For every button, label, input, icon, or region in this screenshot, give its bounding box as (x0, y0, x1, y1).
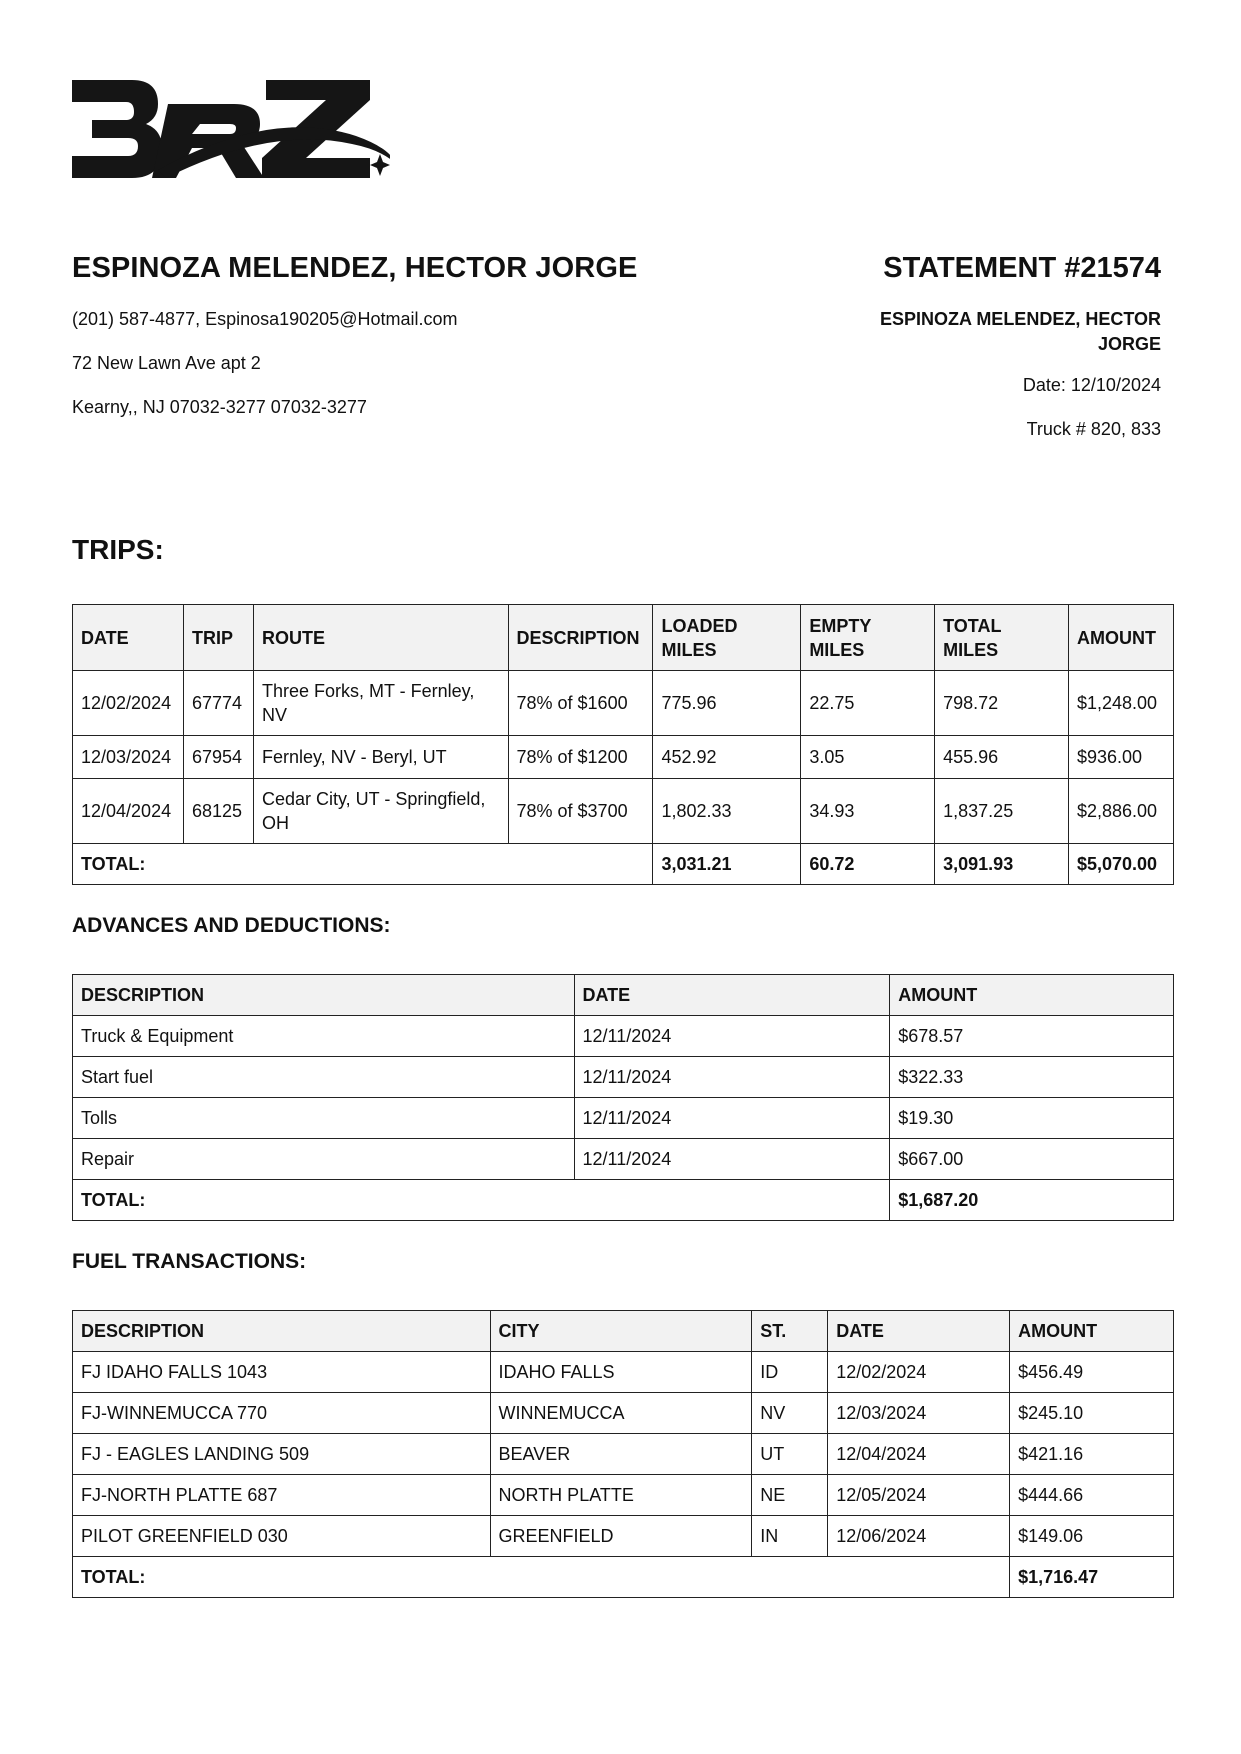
cell: GREENFIELD (490, 1516, 752, 1557)
col-header: LOADED MILES (653, 605, 801, 671)
cell: 12/11/2024 (574, 1016, 890, 1057)
cell: $149.06 (1010, 1516, 1174, 1557)
cell: 67954 (183, 736, 253, 779)
total-loaded-miles: 3,031.21 (653, 844, 801, 885)
table-row (73, 1016, 1174, 1057)
cell: $936.00 (1068, 736, 1173, 779)
cell: $444.66 (1010, 1475, 1174, 1516)
cell: 34.93 (801, 779, 935, 844)
table-header-row (73, 605, 1174, 671)
col-header: EMPTY MILES (801, 605, 935, 671)
cell: $678.57 (890, 1016, 1174, 1057)
cell: 12/03/2024 (828, 1393, 1010, 1434)
col-header: DESCRIPTION (508, 605, 653, 671)
table-row (73, 1516, 1174, 1557)
fuel-table (72, 1310, 1174, 1598)
col-header: ROUTE (253, 605, 508, 671)
cell: $456.49 (1010, 1352, 1174, 1393)
cell: 78% of $3700 (508, 779, 653, 844)
cell: NE (752, 1475, 828, 1516)
cell: ID (752, 1352, 828, 1393)
cell: FJ - EAGLES LANDING 509 (73, 1434, 491, 1475)
cell: FJ IDAHO FALLS 1043 (73, 1352, 491, 1393)
cell: FJ-NORTH PLATTE 687 (73, 1475, 491, 1516)
statement-name-line1: ESPINOZA MELENDEZ, HECTOR (879, 309, 1161, 329)
cell: IN (752, 1516, 828, 1557)
cell: 455.96 (935, 736, 1069, 779)
statement-name-line2: JORGE (1097, 334, 1161, 354)
cell: Start fuel (73, 1057, 575, 1098)
col-header: AMOUNT (1068, 605, 1173, 671)
cell: Tolls (73, 1098, 575, 1139)
driver-info (72, 252, 772, 439)
cell: 67774 (183, 671, 253, 736)
cell: $421.16 (1010, 1434, 1174, 1475)
col-header: CITY (490, 1311, 752, 1352)
cell: 12/06/2024 (828, 1516, 1010, 1557)
cell: Three Forks, MT - Fernley, NV (253, 671, 508, 736)
table-row (73, 1352, 1174, 1393)
col-header: ST. (752, 1311, 828, 1352)
cell: 1,802.33 (653, 779, 801, 844)
cell: NORTH PLATTE (490, 1475, 752, 1516)
col-header: DESCRIPTION (73, 975, 575, 1016)
table-row (73, 671, 1174, 736)
col-header: DATE (828, 1311, 1010, 1352)
cell: $322.33 (890, 1057, 1174, 1098)
cell: $2,886.00 (1068, 779, 1173, 844)
statement-date: Date: 12/10/2024 (1022, 375, 1161, 395)
driver-contact: (201) 587-4877, Espinosa190205@Hotmail.com (72, 309, 458, 329)
cell: 452.92 (653, 736, 801, 779)
driver-address-line1: 72 New Lawn Ave apt 2 (72, 353, 261, 373)
total-row (73, 844, 1174, 885)
col-header: AMOUNT (890, 975, 1174, 1016)
cell: 798.72 (935, 671, 1069, 736)
cell: IDAHO FALLS (490, 1352, 752, 1393)
cell: $245.10 (1010, 1393, 1174, 1434)
fuel-title: FUEL TRANSACTIONS: (72, 1250, 307, 1273)
driver-address-line2: Kearny,, NJ 07032-3277 07032-3277 (72, 397, 367, 417)
table-row (73, 1475, 1174, 1516)
advances-title: ADVANCES AND DEDUCTIONS: (72, 914, 391, 937)
cell: 12/03/2024 (73, 736, 184, 779)
driver-name: ESPINOZA MELENDEZ, HECTOR JORGE (72, 252, 638, 284)
cell: FJ-WINNEMUCCA 770 (73, 1393, 491, 1434)
table-row (73, 779, 1174, 844)
statement-title: STATEMENT #21574 (883, 252, 1161, 284)
table-row (73, 1057, 1174, 1098)
col-header: TOTAL MILES (935, 605, 1069, 671)
cell: 78% of $1200 (508, 736, 653, 779)
cell: 12/11/2024 (574, 1057, 890, 1098)
table-header-row (73, 975, 1174, 1016)
advances-table (72, 974, 1174, 1221)
cell: 12/02/2024 (828, 1352, 1010, 1393)
cell: 12/11/2024 (574, 1098, 890, 1139)
cell: 68125 (183, 779, 253, 844)
cell: 78% of $1600 (508, 671, 653, 736)
col-header: DATE (73, 605, 184, 671)
table-row (73, 1139, 1174, 1180)
cell: 1,837.25 (935, 779, 1069, 844)
total-label: TOTAL: (73, 1557, 1010, 1598)
col-header: DESCRIPTION (73, 1311, 491, 1352)
cell: Cedar City, UT - Springfield, OH (253, 779, 508, 844)
total-miles: 3,091.93 (935, 844, 1069, 885)
cell: $667.00 (890, 1139, 1174, 1180)
cell: $19.30 (890, 1098, 1174, 1139)
cell: Fernley, NV - Beryl, UT (253, 736, 508, 779)
cell: 775.96 (653, 671, 801, 736)
col-header: TRIP (183, 605, 253, 671)
total-amount: $5,070.00 (1068, 844, 1173, 885)
table-row (73, 1098, 1174, 1139)
table-header-row (73, 1311, 1174, 1352)
cell: WINNEMUCCA (490, 1393, 752, 1434)
cell: $1,248.00 (1068, 671, 1173, 736)
cell: UT (752, 1434, 828, 1475)
cell: 12/05/2024 (828, 1475, 1010, 1516)
cell: Truck & Equipment (73, 1016, 575, 1057)
table-row (73, 1393, 1174, 1434)
cell: 3.05 (801, 736, 935, 779)
company-logo (70, 78, 390, 198)
total-label: TOTAL: (73, 844, 653, 885)
table-row (73, 1434, 1174, 1475)
total-empty-miles: 60.72 (801, 844, 935, 885)
total-amount: $1,716.47 (1010, 1557, 1174, 1598)
cell: 22.75 (801, 671, 935, 736)
statement-driver-name (741, 307, 1161, 357)
cell: BEAVER (490, 1434, 752, 1475)
cell: NV (752, 1393, 828, 1434)
col-header: DATE (574, 975, 890, 1016)
total-label: TOTAL: (73, 1180, 890, 1221)
statement-info (741, 252, 1161, 461)
total-row (73, 1557, 1174, 1598)
trips-title: TRIPS: (72, 534, 164, 565)
total-amount: $1,687.20 (890, 1180, 1174, 1221)
cell: 12/04/2024 (73, 779, 184, 844)
cell: 12/04/2024 (828, 1434, 1010, 1475)
table-row (73, 736, 1174, 779)
col-header: AMOUNT (1010, 1311, 1174, 1352)
brz-logo-icon (70, 78, 390, 198)
cell: PILOT GREENFIELD 030 (73, 1516, 491, 1557)
trips-table (72, 604, 1174, 885)
cell: Repair (73, 1139, 575, 1180)
statement-truck: Truck # 820, 833 (1026, 419, 1161, 439)
cell: 12/02/2024 (73, 671, 184, 736)
cell: 12/11/2024 (574, 1139, 890, 1180)
total-row (73, 1180, 1174, 1221)
